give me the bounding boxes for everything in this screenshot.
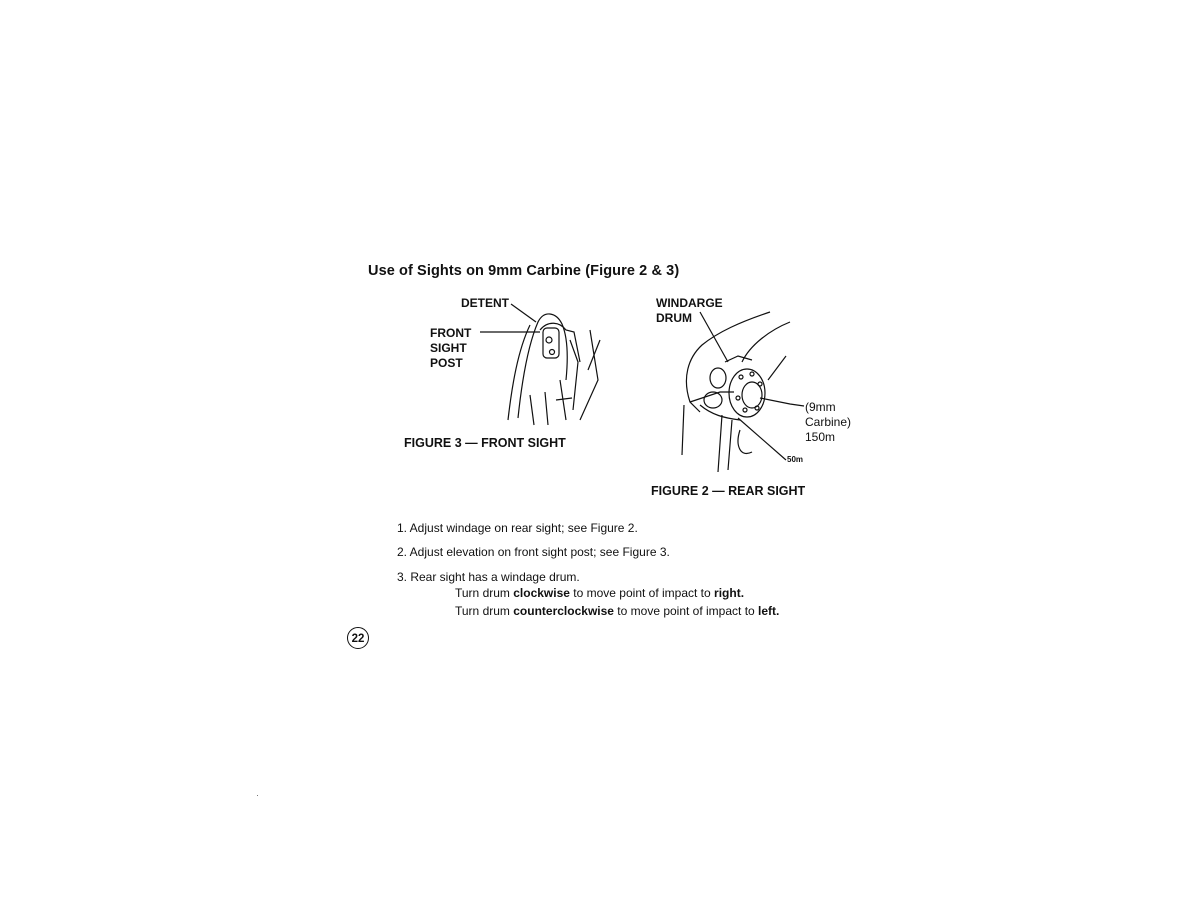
figure3-caption: FIGURE 3 — FRONT SIGHT — [404, 436, 566, 450]
label-9mm: (9mm — [805, 400, 836, 414]
label-50m: 50m — [787, 455, 804, 464]
label-sight: SIGHT — [430, 341, 467, 355]
label-150m: 150m — [805, 430, 836, 444]
page-title: Use of Sights on 9mm Carbine (Figure 2 & 3) — [368, 263, 680, 279]
scan-speck — [257, 795, 258, 796]
substep-emphasis: counterclockwise — [513, 604, 614, 618]
substep-emphasis: clockwise — [513, 586, 570, 600]
step-3: 3. Rear sight has a windage drum. — [397, 570, 580, 584]
label-detent: DETENT — [461, 296, 509, 310]
label-post: POST — [430, 356, 463, 370]
step-1: 1. Adjust windage on rear sight; see Figure 2. — [397, 521, 638, 535]
substep-clockwise — [455, 585, 744, 602]
label-drum: DRUM — [656, 311, 692, 325]
substep-text: to move point of impact to — [613, 604, 759, 618]
label-carbine: Carbine) — [805, 415, 852, 429]
detent-knob — [710, 368, 726, 388]
step-2: 2. Adjust elevation on front sight post; see Figure 3. — [397, 545, 670, 559]
substep-text: Turn drum — [455, 604, 514, 618]
receiver — [686, 312, 770, 412]
substep-counterclockwise — [455, 603, 779, 620]
substep-direction: left. — [758, 604, 780, 618]
label-front: FRONT — [430, 326, 472, 340]
figure2-caption: FIGURE 2 — REAR SIGHT — [651, 484, 806, 498]
substep-text: Turn drum — [455, 586, 514, 600]
substep-text: to move point of impact to — [569, 586, 715, 600]
page-number: 22 — [347, 627, 369, 649]
substep-direction: right. — [714, 586, 745, 600]
leader-150m — [760, 398, 804, 406]
label-windarge: WINDARGE — [656, 296, 723, 310]
